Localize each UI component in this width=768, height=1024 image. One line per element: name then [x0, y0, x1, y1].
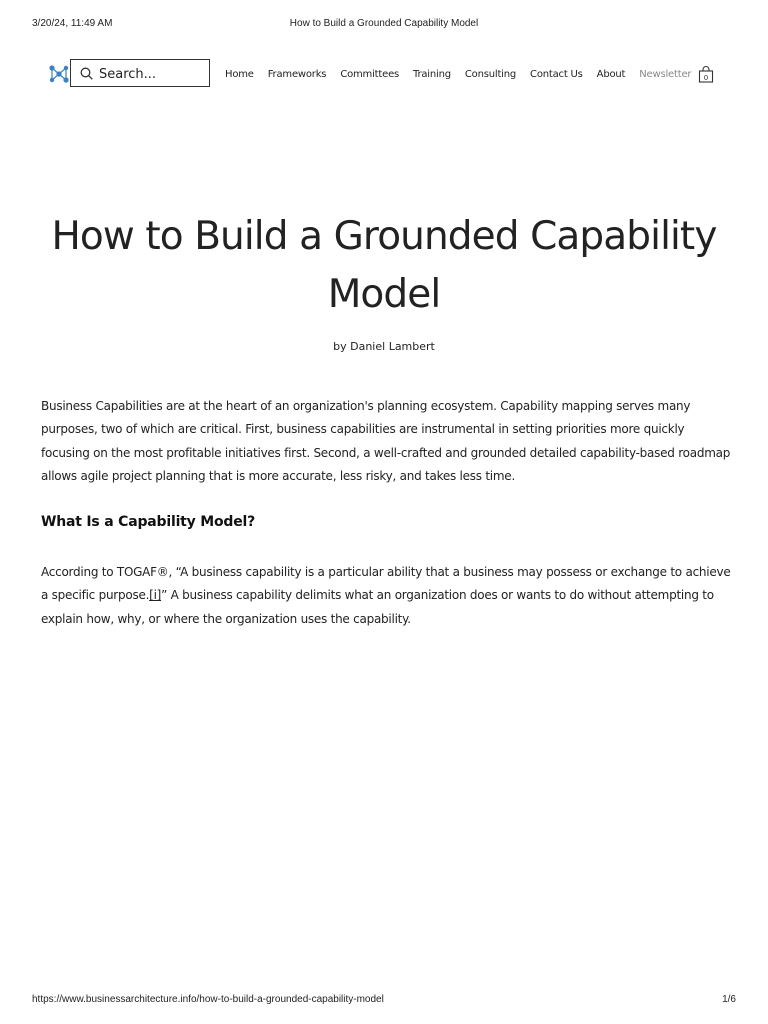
print-footer [0, 994, 768, 1008]
article-title: How to Build a Grounded Capability Model [51, 214, 717, 317]
search-icon[interactable] [80, 67, 93, 80]
nav-item-newsletter[interactable]: Newsletter [639, 68, 692, 80]
print-header [0, 18, 768, 32]
shopping-bag-icon[interactable] [698, 65, 714, 83]
intro-paragraph: Business Capabilities are at the heart of an organization's planning ecosystem. Capability mapping serves many purposes, two of which are critical. First, business capabilities are instrumental in setting priorities more quickly focusing on the most profitable initiatives first. Second, a well-crafted and grounded detailed capability-based roadmap allows agile project planning that is more accurate, less risky, and takes less time. [41, 399, 731, 483]
nav-menu [225, 59, 705, 89]
site-navigation [46, 59, 726, 89]
network-nodes-icon[interactable] [48, 64, 70, 84]
nav-item-frameworks[interactable]: Frameworks [267, 68, 327, 80]
nav-item-committees[interactable]: Committees [340, 68, 400, 80]
print-url: https://www.businessarchitecture.info/how-to-build-a-grounded-capability-model [32, 994, 384, 1005]
nav-item-home[interactable]: Home [225, 68, 254, 80]
article-byline: by Daniel Lambert [333, 340, 435, 353]
definition-text-start: According to TOGAF®, “A business capability is a particular ability that a business may possess or exchange to achieve a specific purpose. [41, 565, 731, 603]
page-number: 1/6 [722, 994, 736, 1005]
section-heading: What Is a Capability Model? [41, 514, 256, 530]
definition-text-end: ” A business capability delimits what an organization does or wants to do without attempting to explain how, why, or where the organization uses the capability. [41, 588, 714, 626]
search-box [70, 59, 210, 87]
nav-item-consulting[interactable]: Consulting [464, 68, 517, 80]
search-input[interactable] [99, 65, 203, 83]
footnote-link[interactable]: [i] [149, 588, 162, 603]
definition-paragraph [41, 561, 731, 631]
nav-item-training[interactable]: Training [413, 68, 451, 80]
print-date: 3/20/24, 11:49 AM [32, 18, 113, 29]
nav-item-about[interactable]: About [596, 68, 626, 80]
print-title: How to Build a Grounded Capability Model [289, 18, 479, 29]
cart-count: 0 [703, 74, 709, 82]
nav-item-contact-us[interactable]: Contact Us [530, 68, 583, 80]
